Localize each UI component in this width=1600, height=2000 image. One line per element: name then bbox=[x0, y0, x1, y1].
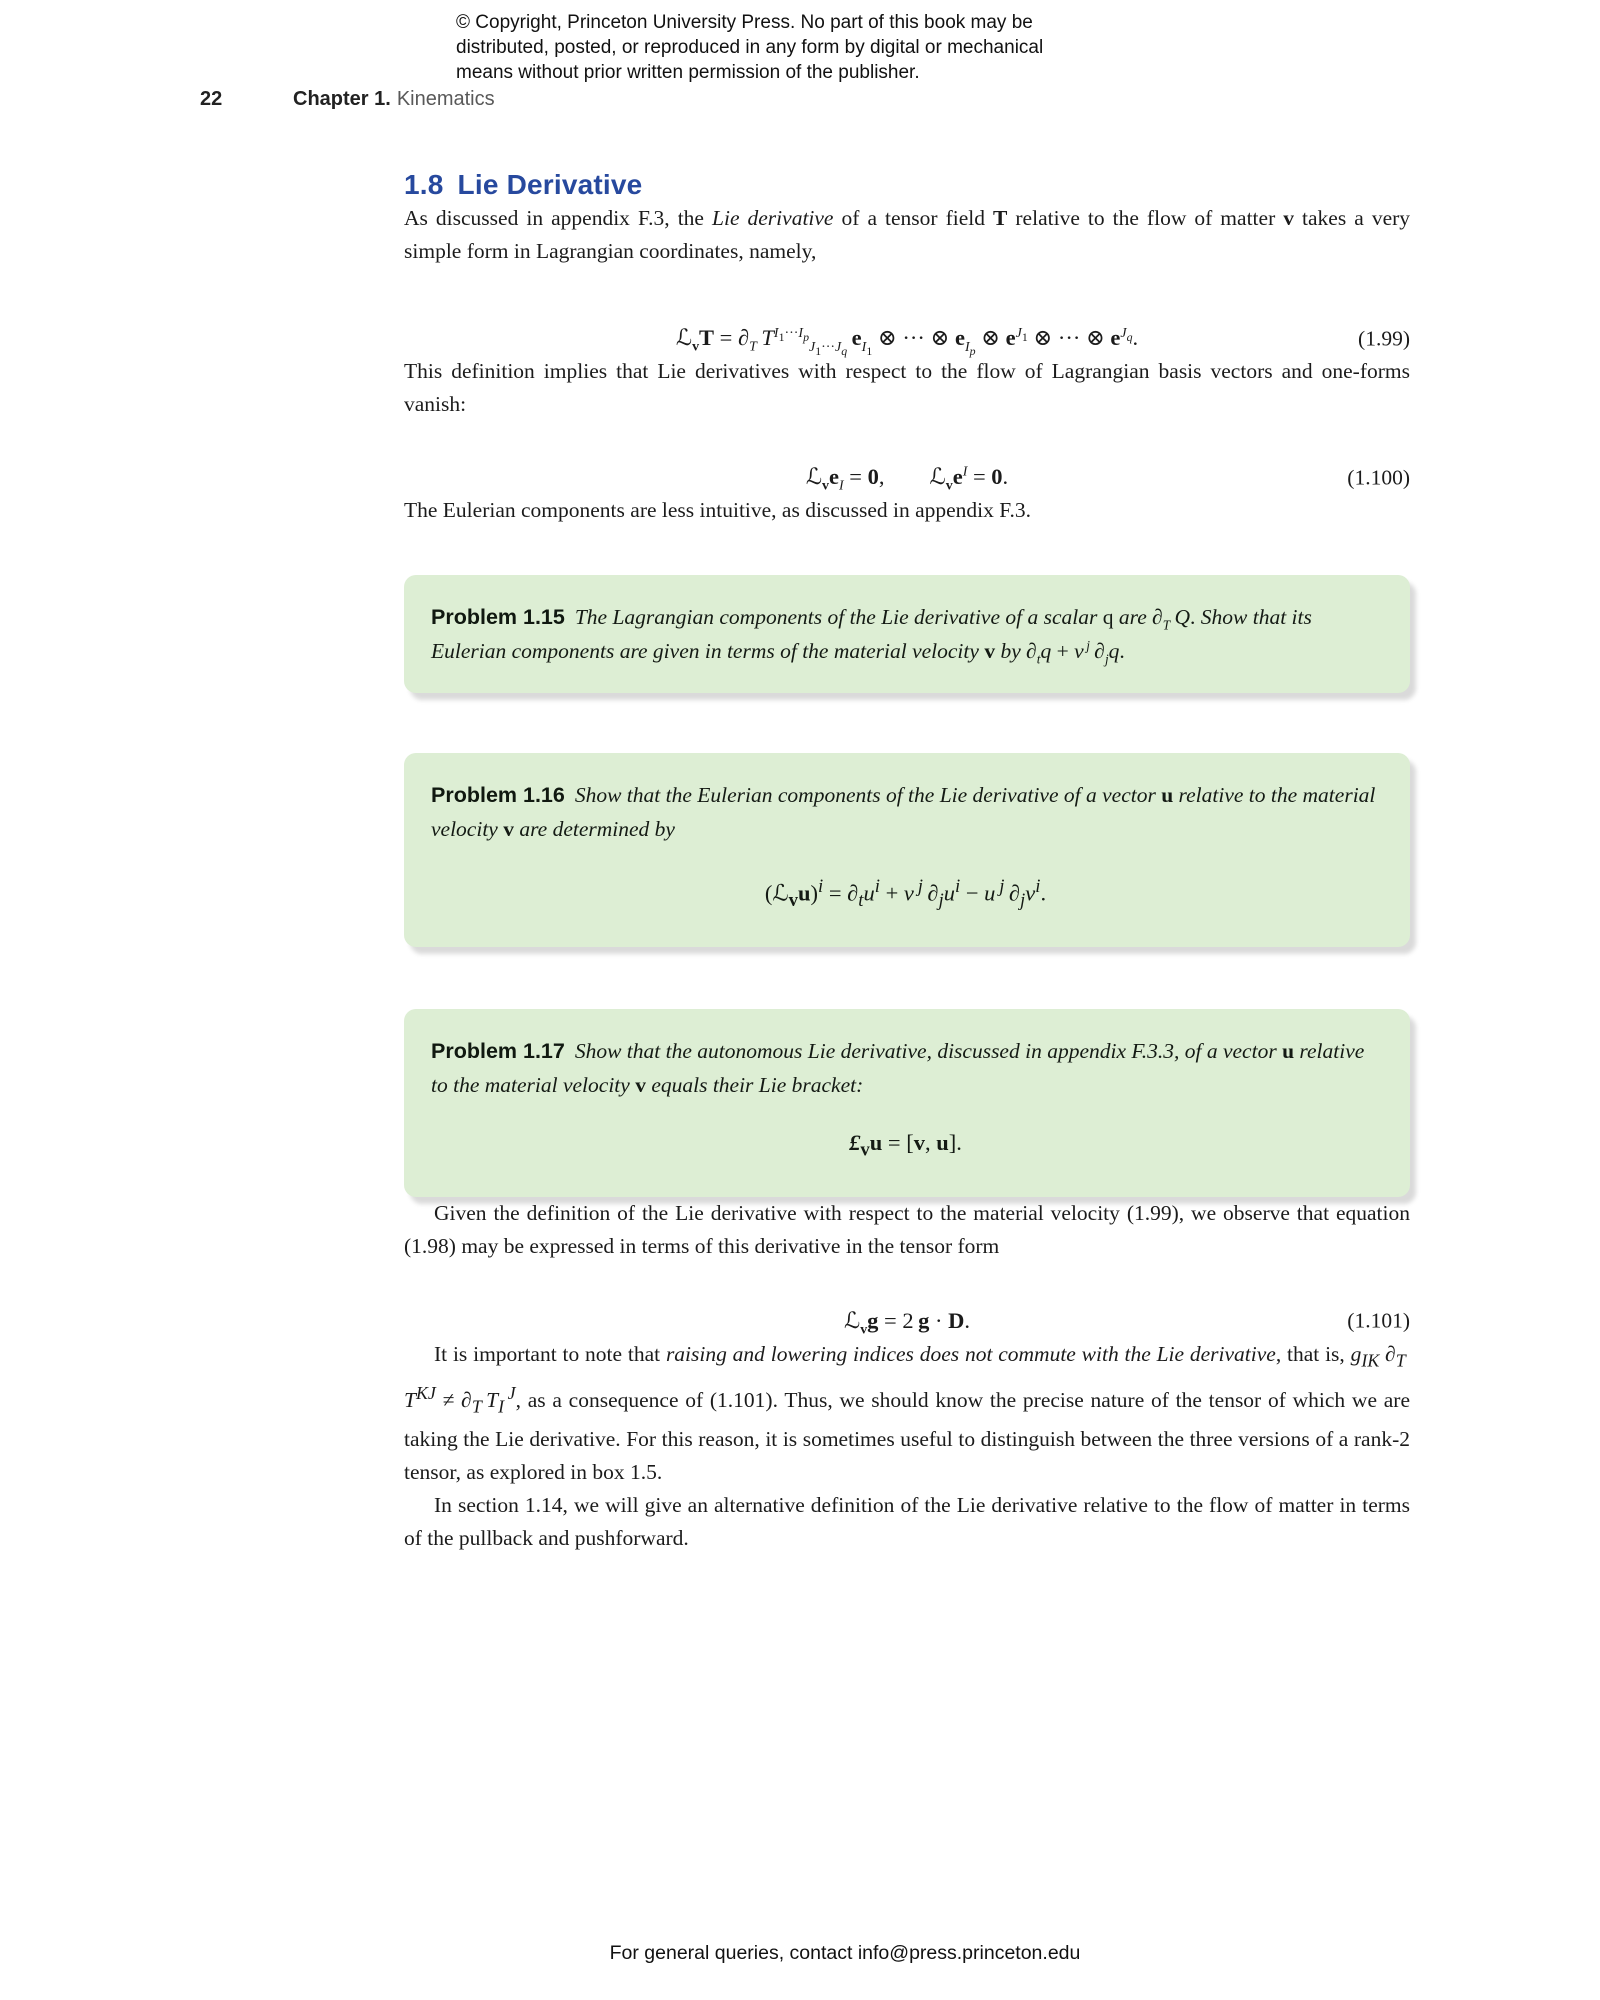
problem-box-1-16 bbox=[404, 753, 1410, 947]
problem-1-17-body bbox=[431, 1034, 1380, 1102]
problem-box-1-15 bbox=[404, 575, 1410, 693]
problem-1-16-body bbox=[431, 778, 1380, 846]
problem-1-16-text: Show that the Eulerian components of the Lie derivative of a vector u relative to the material velocity v are determined by bbox=[431, 783, 1376, 841]
copyright-notice bbox=[456, 10, 1043, 85]
equation-1-101-content: ℒ$_v$g = 2 g · D. bbox=[843, 1307, 970, 1337]
paragraph-definition: This definition implies that Lie derivatives with respect to the flow of Lagrangian basis vectors and one-forms vanish: bbox=[404, 359, 1410, 416]
paragraph-intro: As discussed in appendix F.3, the Lie derivative of a tensor field T relative to the flow of matter v takes a very simple form in Lagrangian coordinates, namely, bbox=[404, 206, 1411, 263]
paragraph-important-note: It is important to note that raising and lowering indices does not commute with the Lie derivative, that is, $g_{IK}$ $\partial_T$ $T^{KJ} \ne \partial_T$ $T_I$ $^J$, as a consequence of (1.101). Thus, we should know the precise nature of the tensor of which we are taking the Lie derivative. For this reason, it is sometimes useful to distinguish between the three versions of a rank-2 tensor, as explored in box 1.5. bbox=[404, 1341, 1410, 1485]
copyright-line-2: distributed, posted, or reproduced in any form by digital or mechanical bbox=[456, 37, 1044, 58]
section-heading bbox=[404, 168, 1410, 202]
problem-1-15-body bbox=[431, 600, 1380, 668]
chapter-header bbox=[293, 88, 495, 111]
problem-1-15-text: The Lagrangian components of the Lie derivative of a scalar q are $\partial_T$ Q. Show that its Eulerian components are given in terms of the material velocity v by $\partial_tq + v$ $^j$ $\partial_jq$. bbox=[431, 605, 1312, 667]
copyright-line-1: © Copyright, Princeton University Press. No part of this book may be bbox=[456, 12, 1033, 33]
problem-1-16-label: Problem 1.16 bbox=[431, 783, 565, 807]
equation-1-100 bbox=[404, 461, 1410, 494]
page-number: 22 bbox=[200, 88, 223, 110]
problem-1-17-equation: $£_vu = [v$, u]. bbox=[849, 1130, 962, 1161]
equation-1-99 bbox=[404, 322, 1410, 358]
problem-1-16-equation: (ℒ$_v$u)$^i$ = $\partial_tu^i + v$ $^j$ $\partial_ju^i - u$ $^j$ $\partial_jv^i$. bbox=[764, 876, 1047, 911]
problem-1-17-label: Problem 1.17 bbox=[431, 1039, 565, 1063]
paragraph-section-114: In section 1.14, we will give an alternative definition of the Lie derivative relative to the flow of matter in terms of the pullback and pushforward. bbox=[404, 1493, 1410, 1551]
chapter-title: Kinematics bbox=[396, 88, 495, 110]
chapter-label: Chapter 1. bbox=[293, 88, 391, 110]
equation-1-101 bbox=[404, 1305, 1410, 1338]
problem-box-1-17 bbox=[404, 1009, 1410, 1197]
copyright-line-3: means without prior written permission of the publisher. bbox=[456, 62, 920, 83]
page-footer bbox=[0, 1942, 1600, 1965]
paragraph-eulerian: The Eulerian components are less intuitive, as discussed in appendix F.3. bbox=[404, 498, 1032, 522]
problem-1-15-label: Problem 1.15 bbox=[431, 605, 565, 629]
equation-1-100-number: (1.100) bbox=[1347, 465, 1410, 489]
paragraph-given-definition: Given the definition of the Lie derivative with respect to the material velocity (1.99), we observe that equation (1.98) may be expressed in terms of this derivative in the tensor form bbox=[404, 1200, 1410, 1258]
section-title: Lie Derivative bbox=[457, 169, 643, 200]
footer-text: For general queries, contact info@press.princeton.edu bbox=[609, 1942, 1081, 1964]
problem-1-17-text: Show that the autonomous Lie derivative, discussed in appendix F.3.3, of a vector u relative to the material velocity v equals their Lie bracket: bbox=[431, 1039, 1365, 1097]
equation-1-99-content: ℒ$_v$T = $\partial_T$ $T^{I_1\cdot\cdot\cdot I_p}_{J_1\cdot\cdot\cdot J_q}$ $e_{I_1}$ ⊗ ··· ⊗ $e_{I_p}$ ⊗ $e^{J_1}$ ⊗ ··· ⊗ $e^{J_q}$. bbox=[675, 325, 1139, 358]
section-number: 1.8 bbox=[404, 169, 444, 200]
text-column bbox=[404, 168, 1410, 1555]
equation-1-100-content: $ℒ_ve_I = 0$, $ℒ_ve^I = 0$. bbox=[805, 464, 1009, 494]
equation-1-101-number: (1.101) bbox=[1347, 1308, 1410, 1333]
equation-1-99-number: (1.99) bbox=[1358, 326, 1410, 350]
